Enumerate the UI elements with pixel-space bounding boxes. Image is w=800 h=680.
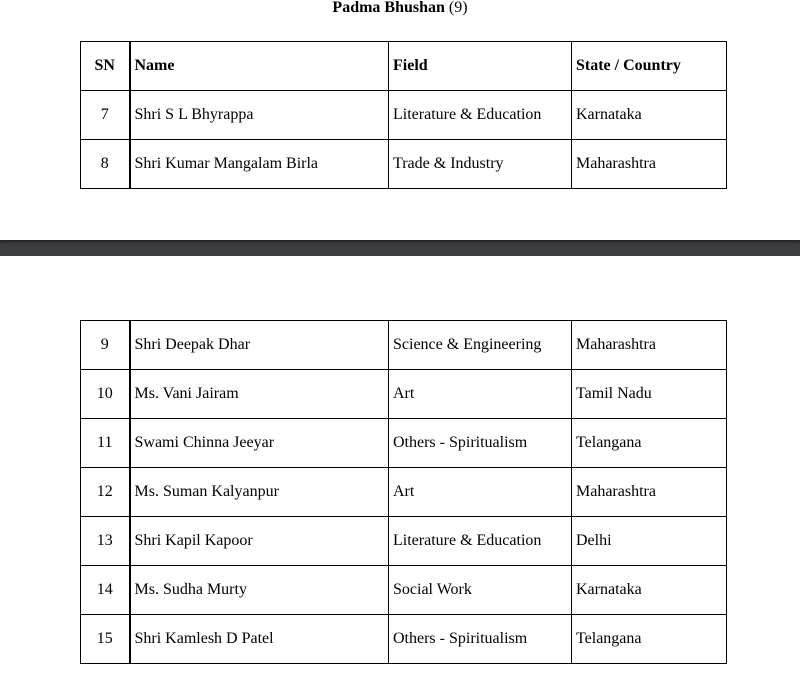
cell-field: Social Work xyxy=(389,566,572,615)
cell-state: Karnataka xyxy=(572,91,727,140)
page-title xyxy=(0,0,800,20)
header-state: State / Country xyxy=(572,42,727,91)
cell-field: Literature & Education xyxy=(389,517,572,566)
cell-name: Swami Chinna Jeeyar xyxy=(130,419,389,468)
cell-name: Ms. Suman Kalyanpur xyxy=(130,468,389,517)
cell-sn: 7 xyxy=(81,91,130,140)
award-name: Padma Bhushan xyxy=(332,0,445,16)
cell-state: Telangana xyxy=(572,419,727,468)
cell-state: Maharashtra xyxy=(572,468,727,517)
document-page-top xyxy=(0,0,800,240)
cell-name: Ms. Vani Jairam xyxy=(130,370,389,419)
table-row xyxy=(81,517,727,566)
awardee-table-bottom xyxy=(80,320,727,664)
cell-state: Delhi xyxy=(572,517,727,566)
table-row xyxy=(81,468,727,517)
table-row xyxy=(81,140,727,189)
cell-sn: 14 xyxy=(81,566,130,615)
cell-field: Art xyxy=(389,370,572,419)
cell-name: Shri Kamlesh D Patel xyxy=(130,615,389,664)
cell-field: Others - Spiritualism xyxy=(389,615,572,664)
cell-name: Shri Kapil Kapoor xyxy=(130,517,389,566)
header-field: Field xyxy=(389,42,572,91)
cell-state: Maharashtra xyxy=(572,140,727,189)
table-row xyxy=(81,91,727,140)
cell-state: Tamil Nadu xyxy=(572,370,727,419)
table-row xyxy=(81,615,727,664)
cell-sn: 13 xyxy=(81,517,130,566)
cell-sn: 11 xyxy=(81,419,130,468)
table-row xyxy=(81,370,727,419)
page-break-divider xyxy=(0,240,800,256)
cell-sn: 15 xyxy=(81,615,130,664)
cell-sn: 10 xyxy=(81,370,130,419)
cell-field: Art xyxy=(389,468,572,517)
table-row xyxy=(81,321,727,370)
table-header-row xyxy=(81,42,727,91)
cell-name: Ms. Sudha Murty xyxy=(130,566,389,615)
cell-state: Maharashtra xyxy=(572,321,727,370)
cell-sn: 9 xyxy=(81,321,130,370)
cell-field: Others - Spiritualism xyxy=(389,419,572,468)
cell-name: Shri Kumar Mangalam Birla xyxy=(130,140,389,189)
cell-name: Shri S L Bhyrappa xyxy=(130,91,389,140)
cell-field: Literature & Education xyxy=(389,91,572,140)
cell-state: Telangana xyxy=(572,615,727,664)
cell-sn: 8 xyxy=(81,140,130,189)
awardee-table-top xyxy=(80,41,727,189)
header-name: Name xyxy=(130,42,389,91)
cell-field: Trade & Industry xyxy=(389,140,572,189)
cell-sn: 12 xyxy=(81,468,130,517)
cell-state: Karnataka xyxy=(572,566,727,615)
award-count: (9) xyxy=(448,0,468,16)
header-sn: SN xyxy=(81,42,130,91)
document-page-bottom xyxy=(0,256,800,680)
cell-name: Shri Deepak Dhar xyxy=(130,321,389,370)
table-row xyxy=(81,566,727,615)
cell-field: Science & Engineering xyxy=(389,321,572,370)
table-row xyxy=(81,419,727,468)
